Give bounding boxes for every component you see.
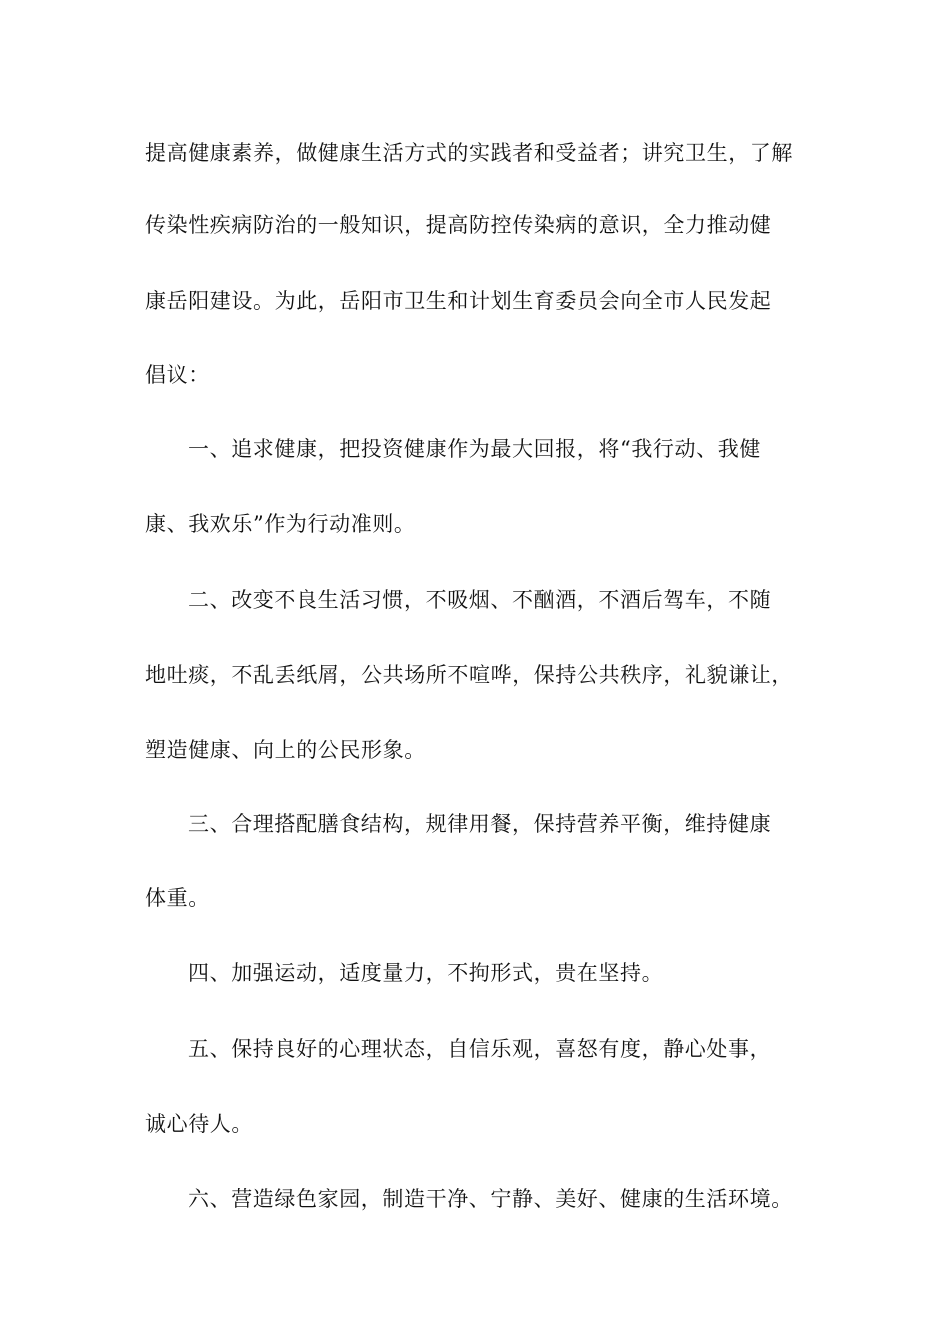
item-3-line-2: 体重。 (145, 886, 210, 910)
body-line-1: 提高健康素养，做健康生活方式的实践者和受益者；讲究卫生，了解 (145, 141, 793, 165)
item-2-line-3: 塑造健康、向上的公民形象。 (145, 738, 426, 762)
body-line-3: 康岳阳建设。为此，岳阳市卫生和计划生育委员会向全市人民发起 (145, 289, 772, 313)
body-line-2: 传染性疾病防治的一般知识，提高防控传染病的意识，全力推动健 (145, 213, 772, 237)
item-4-line-1: 四、加强运动，适度量力，不拘形式，贵在坚持。 (188, 961, 664, 985)
item-5-line-2: 诚心待人。 (145, 1112, 253, 1136)
item-2-line-1: 二、改变不良生活习惯，不吸烟、不酗酒，不酒后驾车，不随 (188, 588, 772, 612)
item-1-line-2: 康、我欢乐”作为行动准则。 (145, 512, 416, 536)
item-1-line-1: 一、追求健康，把投资健康作为最大回报，将“我行动、我健 (188, 437, 761, 461)
item-5-line-1: 五、保持良好的心理状态，自信乐观，喜怒有度，静心处事， (188, 1037, 772, 1061)
item-2-line-2: 地吐痰，不乱丢纸屑，公共场所不喧哗，保持公共秩序，礼貌谦让， (145, 663, 793, 687)
item-6-line-1: 六、营造绿色家园，制造干净、宁静、美好、健康的生活环境。 (188, 1187, 793, 1211)
item-3-line-1: 三、合理搭配膳食结构，规律用餐，保持营养平衡，维持健康 (188, 812, 772, 836)
body-line-4: 倡议： (145, 363, 210, 387)
